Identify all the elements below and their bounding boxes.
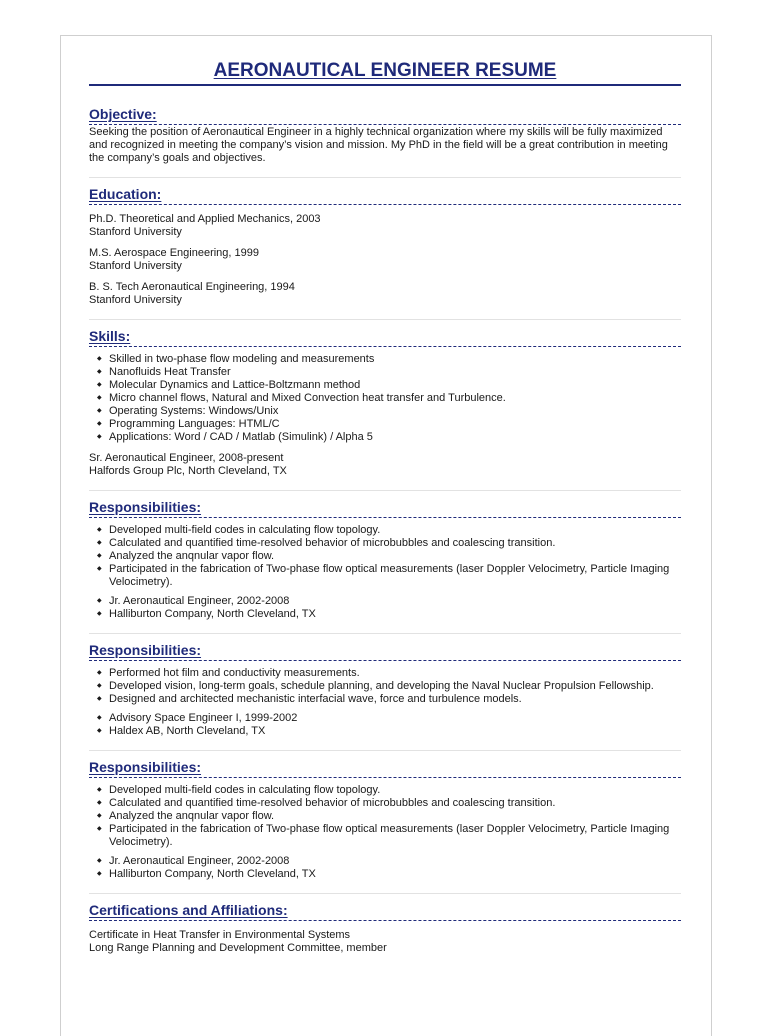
list-item: ◆ Advisory Space Engineer I, 1999-2002 — [97, 712, 681, 725]
list-item: ◆ Micro channel flows, Natural and Mixed Convection heat transfer and Turbulence. — [97, 392, 681, 405]
responsibilities-section — [89, 499, 681, 634]
responsibilities-heading: Responsibilities: — [89, 759, 681, 778]
list-item: ◆ Jr. Aeronautical Engineer, 2002-2008 — [97, 595, 681, 608]
list-item: ◆ Calculated and quantified time-resolved behavior of microbubbles and coalescing transition. — [97, 797, 681, 810]
job-list — [89, 595, 681, 621]
objective-text: Seeking the position of Aeronautical Engineer in a highly technical organization where my skills will be fully maximized and recognized in meeting the company’s vision and mission. My PhD in the field will be a great contribution in meeting the company’s goals and objectives. — [89, 126, 668, 164]
list-item: ◆ Nanofluids Heat Transfer — [97, 366, 681, 379]
responsibilities-heading: Responsibilities: — [89, 499, 681, 518]
education-degree: Ph.D. Theoretical and Applied Mechanics, 2003 — [89, 213, 321, 225]
section-divider — [89, 177, 681, 178]
list-item: ◆ Halliburton Company, North Cleveland, TX — [97, 608, 681, 621]
job-title: Sr. Aeronautical Engineer, 2008-present — [89, 452, 284, 464]
resume-content — [89, 60, 681, 955]
list-item: ◆ Operating Systems: Windows/Unix — [97, 405, 681, 418]
list-item: ◆ Participated in the fabrication of Two-phase flow optical measurements (laser Doppler Velocimetry, Particle Imaging Velocimetry). — [97, 563, 681, 589]
list-item: ◆ Analyzed the anqnular vapor flow. — [97, 550, 681, 563]
list-item: ◆ Designed and architected mechanistic interfacial wave, force and turbulence models. — [97, 693, 681, 706]
list-item: ◆ Molecular Dynamics and Lattice-Boltzmann method — [97, 379, 681, 392]
responsibilities-section — [89, 759, 681, 894]
job-company: Halfords Group Plc, North Cleveland, TX — [89, 465, 287, 477]
list-item: ◆ Halliburton Company, North Cleveland, TX — [97, 868, 681, 881]
section-divider — [89, 750, 681, 751]
list-item: ◆ Calculated and quantified time-resolved behavior of microbubbles and coalescing transition. — [97, 537, 681, 550]
certification-line: Long Range Planning and Development Committee, member — [89, 942, 387, 954]
list-item: ◆ Programming Languages: HTML/C — [97, 418, 681, 431]
certifications-lines — [89, 929, 681, 955]
list-item: ◆ Performed hot film and conductivity measurements. — [97, 667, 681, 680]
job-list — [89, 855, 681, 881]
current-job — [89, 452, 681, 478]
resume-page — [60, 35, 712, 1036]
list-item: ◆ Haldex AB, North Cleveland, TX — [97, 725, 681, 738]
page-title: AERONAUTICAL ENGINEER RESUME — [213, 60, 557, 81]
skills-list — [89, 353, 681, 444]
certifications-heading: Certifications and Affiliations: — [89, 902, 681, 921]
education-entry — [89, 213, 681, 239]
title-block — [89, 60, 681, 84]
section-divider — [89, 633, 681, 634]
section-divider — [89, 319, 681, 320]
education-entry — [89, 247, 681, 273]
list-item: ◆ Developed multi-field codes in calculating flow topology. — [97, 784, 681, 797]
list-item: ◆ Developed vision, long-term goals, schedule planning, and developing the Naval Nuclear Propulsion Fellowship. — [97, 680, 681, 693]
list-item: ◆ Jr. Aeronautical Engineer, 2002-2008 — [97, 855, 681, 868]
section-divider — [89, 490, 681, 491]
certifications-section — [89, 902, 681, 955]
skills-section — [89, 328, 681, 491]
education-degree: M.S. Aerospace Engineering, 1999 — [89, 247, 260, 259]
list-item: ◆ Developed multi-field codes in calculating flow topology. — [97, 524, 681, 537]
responsibilities-heading: Responsibilities: — [89, 642, 681, 661]
list-item: ◆ Skilled in two-phase flow modeling and measurements — [97, 353, 681, 366]
responsibilities-list — [89, 784, 681, 849]
job-list — [89, 712, 681, 738]
education-school: Stanford University — [89, 260, 182, 272]
objective-section — [89, 106, 681, 178]
responsibilities-list — [89, 524, 681, 589]
list-item: ◆ Analyzed the anqnular vapor flow. — [97, 810, 681, 823]
education-section — [89, 186, 681, 320]
section-divider — [89, 893, 681, 894]
certification-line: Certificate in Heat Transfer in Environmental Systems — [89, 929, 351, 941]
list-item: ◆ Applications: Word / CAD / Matlab (Simulink) / Alpha 5 — [97, 431, 681, 444]
education-school: Stanford University — [89, 294, 182, 306]
education-heading: Education: — [89, 186, 681, 205]
responsibilities-list — [89, 667, 681, 706]
objective-heading: Objective: — [89, 106, 681, 125]
title-rule — [89, 84, 681, 86]
education-entry — [89, 281, 681, 307]
education-degree: B. S. Tech Aeronautical Engineering, 1994 — [89, 281, 295, 293]
education-school: Stanford University — [89, 226, 182, 238]
list-item: ◆ Participated in the fabrication of Two-phase flow optical measurements (laser Doppler Velocimetry, Particle Imaging Velocimetry). — [97, 823, 681, 849]
skills-heading: Skills: — [89, 328, 681, 347]
responsibilities-section — [89, 642, 681, 751]
